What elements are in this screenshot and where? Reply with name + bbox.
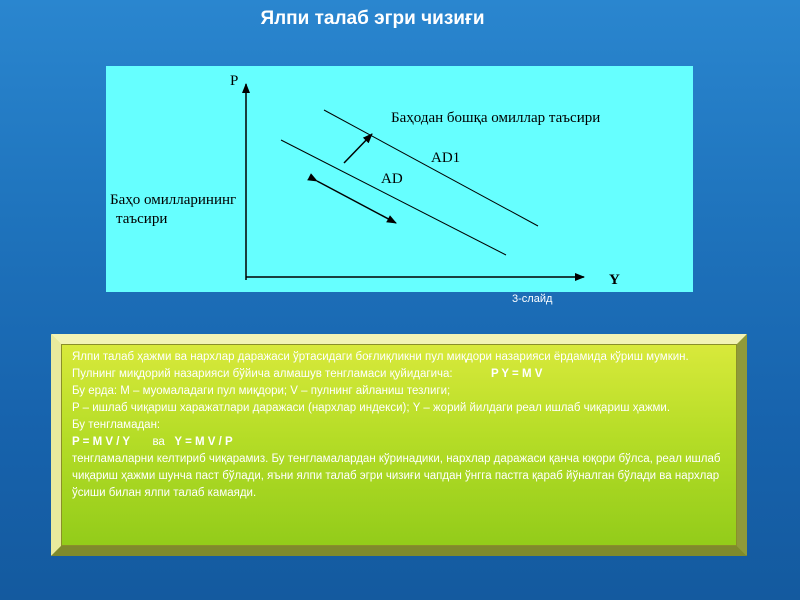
ad-label: AD (381, 171, 403, 187)
shift-label: Баҳодан бошқа омиллар таъсири (391, 110, 601, 126)
aggregate-demand-graph (106, 66, 693, 292)
price-equation: P = M V / Y (72, 436, 131, 448)
price-factors-label (110, 192, 240, 227)
slide-title: Ялпи талаб эгри чизиғи (260, 8, 485, 29)
ad1-curve (324, 110, 538, 226)
exchange-equation: P Y = M V (490, 368, 543, 380)
text-line-3: Бу ерда: M – муомаладаги пул миқдори; V – пулнинг айланиш тезлиги; (72, 385, 451, 397)
x-axis-label: Y (609, 272, 620, 288)
text-line-7: тенгламаларни келтириб чиқарамиз. Бу тенгламалардан кўринадики, нархлар даражаси қанча юқори бўлса, реал ишлаб чиқариш ҳажми шунча паст бўлади, яъни ялпи талаб эгри чизиғи чапдан ўнгга пастга қараб йўналган бўлади ва нархлар ўсиши билан ялпи талаб камаяди. (72, 453, 721, 499)
text-frame (51, 334, 747, 556)
shift-arrow (344, 134, 372, 163)
output-equation: Y = M V / P (174, 436, 233, 448)
text-line-6 (72, 434, 736, 451)
price-factors-line2: таъсири (116, 211, 168, 227)
ad-curve (281, 140, 506, 255)
slide-number: 3-слайд (512, 293, 553, 305)
price-factors-line1: Баҳо омилларининг (110, 192, 237, 208)
explanation-text (72, 349, 736, 502)
ad1-label: AD1 (431, 150, 461, 166)
text-line-2 (72, 366, 736, 383)
text-line-4: P – ишлаб чиқариш харажатлари даражаси (нархлар индекси); Y – жорий йилдаги реал ишлаб чиқариш ҳажми. (72, 402, 671, 414)
graph-svg (106, 66, 693, 292)
movement-arrow (317, 181, 396, 223)
text-line-2-part: Пулнинг миқдорий назарияси бўйича алмашув тенгламаси қуйидагича: (72, 368, 453, 380)
text-line-1: Ялпи талаб ҳажми ва нархлар даражаси ўртасидаги боғлиқликни пул миқдори назарияси ёрдамида кўриш мумкин. (72, 351, 689, 363)
text-line-5: Бу тенгламадан: (72, 419, 161, 431)
conjunction: ва (152, 436, 165, 448)
y-axis-label: P (230, 73, 239, 89)
